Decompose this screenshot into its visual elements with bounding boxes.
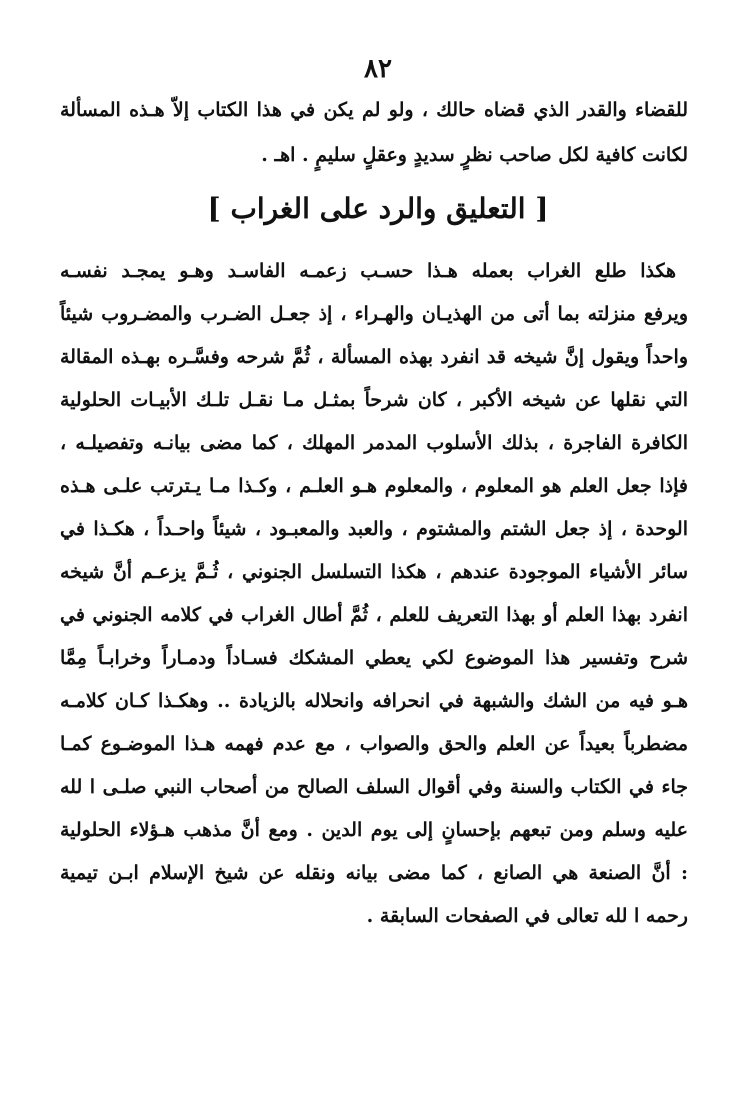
body-line-7: الوحدة ، إذ جعل الشتم والمشتوم ، والعبد والمعبـود ، شيئاً واحـداً ، هكـذا في [60, 518, 688, 540]
body-line-14: عليه وسلم ومن تبعهم بإحسانٍ إلى يوم الدين . ومع أنَّ مذهب هـؤلاء الحلولية [60, 819, 688, 841]
body-line-11: هـو فيه من الشك والشبهة في انحرافه وانحلاله بالزيادة .. وهكـذا كـان كلامـه [60, 690, 688, 712]
intro-line-2: لكانت كافية لكل صاحب نظرٍ سديدٍ وعقلٍ سليمٍ . اهـ . [261, 144, 688, 166]
body-line-1: هكذا طلع الغراب بعمله هـذا حسـب زعمـه الفاسـد وهـو يمجـد نفسـه [60, 260, 676, 282]
body-line-16: رحمه ا لله تعالى في الصفحات السابقة . [366, 905, 688, 927]
body-line-12: مضطرباً بعيداً عن العلم والحق والصواب ، مع عدم فهمه هـذا الموضـوع كمـا [60, 733, 688, 755]
body-line-15: : أنَّ الصنعة هي الصانع ، كما مضى بيانه ونقله عن شيخ الإسلام ابـن تيمية [60, 862, 688, 884]
page-number: ٨٢ [364, 54, 392, 84]
body-line-8: سائر الأشياء الموجودة عندهم ، هكذا التسلسل الجنوني ، ثُـمَّ يزعـم أنَّ شيخه [60, 561, 688, 583]
body-line-10: شرح وتفسير هذا الموضوع لكي يعطي المشكك فسـاداً ودمـاراً وخرابـاً مِمَّا [60, 647, 688, 669]
body-line-4: التي نقلها عن شيخه الأكبر ، كان شرحاً بمثـل مـا نقـل تلـك الأبيـات الحلولية [60, 389, 688, 411]
intro-line-1: للقضاء والقدر الذي قضاه حالك ، ولو لم يكن في هذا الكتاب إلاّ هـذه المسألة [60, 99, 688, 121]
body-line-2: ويرفع منزلته بما أتى من الهذيـان والهـراء ، إذ جعـل الضـرب والمضـروب شيئاً [60, 303, 688, 325]
section-heading: [ التعليق والرد على الغراب ] [207, 192, 549, 225]
body-line-6: فإذا جعل العلم هو المعلوم ، والمعلوم هـو العلـم ، وكـذا مـا يـترتب علـى هـذه [60, 475, 688, 497]
body-line-9: انفرد بهذا العلم أو بهذا التعريف للعلم ، ثُمَّ أطال الغراب في كلامه الجنوني في [60, 604, 688, 626]
body-line-3: واحداً ويقول إنَّ شيخه قد انفرد بهذه المسألة ، ثُمَّ شرحه وفسَّـره بهـذه المقالة [60, 346, 688, 368]
body-line-13: جاء في الكتاب والسنة وفي أقوال السلف الصالح من أصحاب النبي صلـى ا لله [60, 776, 688, 798]
body-line-5: الكافرة الفاجرة ، بذلك الأسلوب المدمر المهلك ، كما مضى بيانـه وتفصيلـه ، [60, 432, 688, 454]
